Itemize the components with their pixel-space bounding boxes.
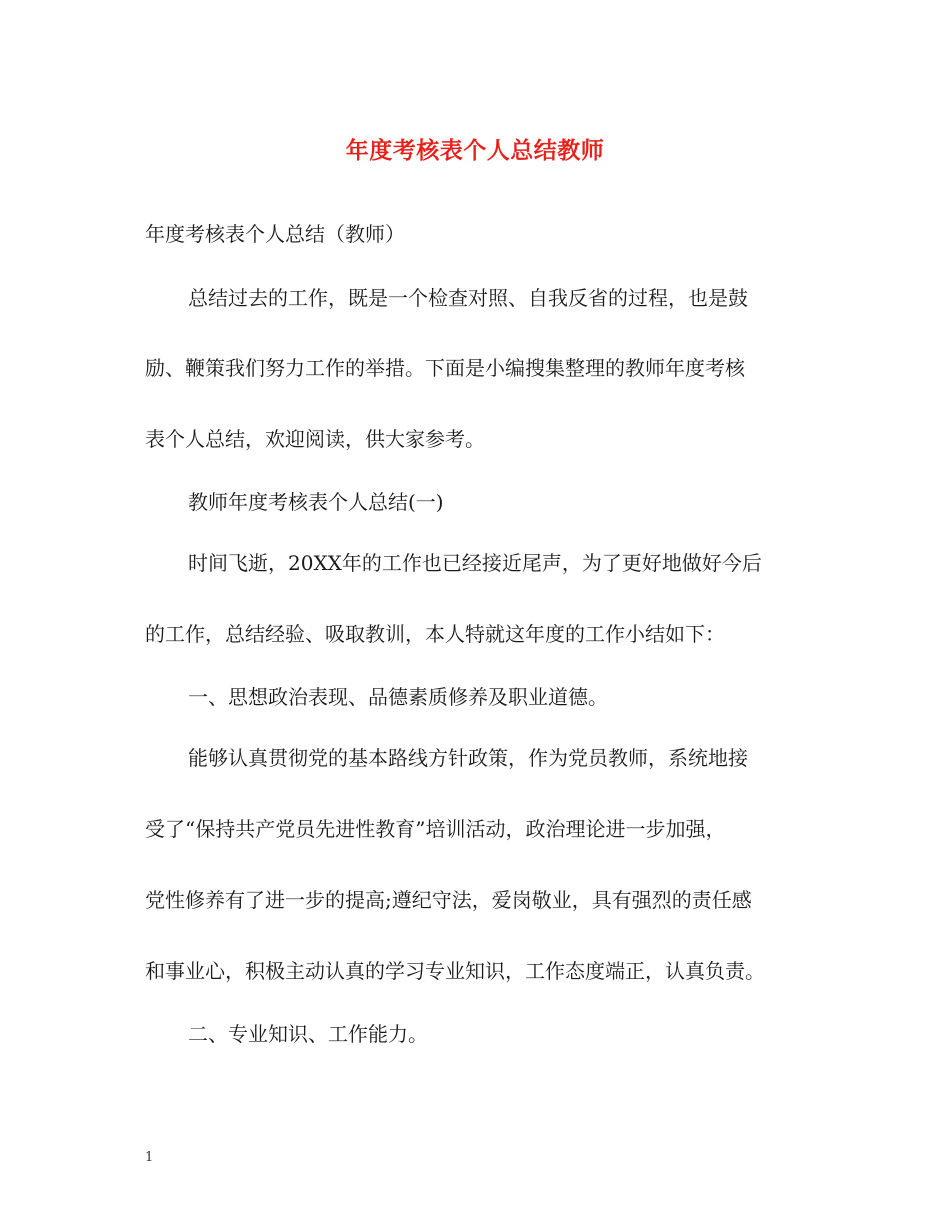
paragraph-line: 的工作，总结经验、吸取教训，本人特就这年度的工作小结如下： — [145, 622, 725, 646]
paragraph-line: 和事业心，积极主动认真的学习专业知识，工作态度端正，认真负责。 — [145, 959, 765, 983]
section-heading: 二、专业知识、工作能力。 — [188, 1022, 428, 1046]
document-title: 年度考核表个人总结教师 — [345, 137, 605, 164]
subtitle-line: 年度考核表个人总结（教师） — [145, 222, 405, 246]
section-heading: 教师年度考核表个人总结(一) — [188, 490, 444, 514]
paragraph-line: 受了“保持共产党员先进性教育”培训活动，政治理论进一步加强， — [145, 817, 726, 841]
paragraph-line: 励、鞭策我们努力工作的举措。下面是小编搜集整理的教师年度考核 — [145, 356, 745, 380]
paragraph-line: 表个人总结，欢迎阅读，供大家参考。 — [145, 427, 485, 451]
section-heading: 一、思想政治表现、品德素质修养及职业道德。 — [188, 685, 608, 709]
paragraph-line: 党性修养有了进一步的提高;遵纪守法，爱岗敬业，具有强烈的责任感 — [145, 888, 752, 912]
page-number: 1 — [145, 1150, 154, 1165]
paragraph-line: 时间飞逝，20XX年的工作也已经接近尾声，为了更好地做好今后 — [188, 551, 762, 575]
paragraph-line: 能够认真贯彻党的基本路线方针政策，作为党员教师，系统地接 — [188, 746, 748, 770]
paragraph-line: 总结过去的工作，既是一个检查对照、自我反省的过程，也是鼓 — [188, 286, 748, 310]
